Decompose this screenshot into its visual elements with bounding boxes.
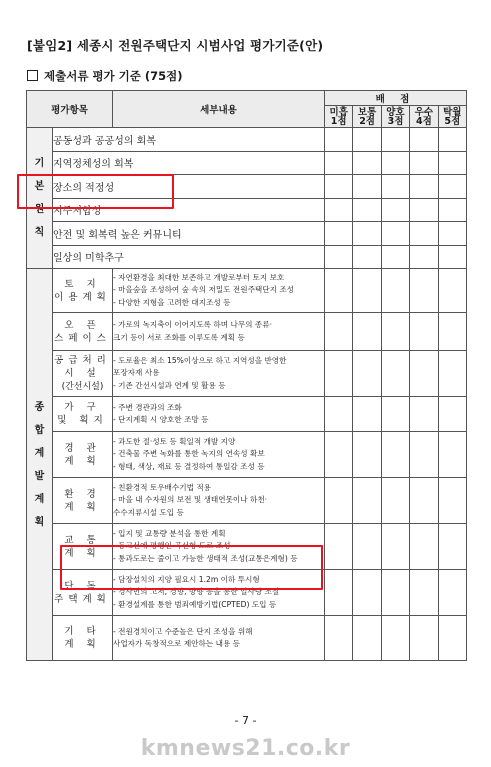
header-detail: 세부내용 xyxy=(113,91,325,128)
score-cell[interactable] xyxy=(438,222,466,246)
detail-cell: - 과도한 절·성토 등 획일적 개발 지양 - 건축물 주변 녹화를 통한 녹지의 연속성 확보 - 형태, 색상, 재료 등 결정하여 통일감 조성 등 xyxy=(113,432,325,478)
table-row xyxy=(27,432,467,478)
detail-cell: - 가로의 녹지축이 이어지도록 하며 나무의 종류· 크기 등이 서로 조화를 이루도록 계획 등 xyxy=(113,313,325,351)
header-score: 배 점 xyxy=(325,91,467,106)
header-score-level: 탁월 5점 xyxy=(438,106,466,128)
page-number: - 7 - xyxy=(234,714,257,727)
score-cell[interactable] xyxy=(325,478,353,524)
basic-item: 장소의 적정성 xyxy=(53,175,325,199)
score-cell[interactable] xyxy=(438,397,466,432)
score-cell[interactable] xyxy=(353,616,381,661)
table-row xyxy=(27,269,467,313)
score-cell[interactable] xyxy=(438,198,466,222)
score-cell[interactable] xyxy=(353,524,381,570)
score-cell[interactable] xyxy=(438,570,466,616)
sub-item-block-lot: 가 구 및 획지 xyxy=(53,397,113,432)
basic-item: 안전 및 회복력 높은 커뮤니티 xyxy=(53,222,325,246)
score-cell[interactable] xyxy=(410,397,438,432)
score-cell[interactable] xyxy=(353,175,381,199)
basic-item: 지주저합성 xyxy=(53,198,325,222)
detail-cell: - 자연환경을 최대한 보존하고 개발로부터 토지 보호 - 마을숲을 조성하여 숲 속의 저밀도 전원주택단지 조성 - 다양한 지형을 고려한 대지조성 등 xyxy=(113,269,325,313)
header-score-level: 미흡 1점 xyxy=(325,106,353,128)
score-cell[interactable] xyxy=(353,198,381,222)
score-cell[interactable] xyxy=(410,570,438,616)
score-cell[interactable] xyxy=(410,128,438,152)
basic-item: 지역정체성의 회복 xyxy=(53,151,325,175)
table-row xyxy=(27,245,467,269)
score-cell[interactable] xyxy=(381,222,409,246)
sub-item-housing-plan: 단 독 주택계획 xyxy=(53,570,113,616)
table-row xyxy=(27,616,467,661)
checkbox-square-icon xyxy=(27,70,38,81)
header-score-level: 양호 3점 xyxy=(381,106,409,128)
score-cell[interactable] xyxy=(325,397,353,432)
score-cell[interactable] xyxy=(325,151,353,175)
sub-item-supply-facilities: 공급처리 시 설 (간선시설) xyxy=(53,351,113,397)
score-cell[interactable] xyxy=(353,351,381,397)
score-cell[interactable] xyxy=(410,175,438,199)
sub-item-landscape-plan: 경 관 계 획 xyxy=(53,432,113,478)
document-title: [붙임2] 세종시 전원주택단지 시범사업 평가기준(안) xyxy=(27,38,324,53)
detail-cell: - 담장설치의 지양 필요시 1.2m 이하 투시형 - 경사면의 고저, 경향, 방향 등을 통한 일사량 조절 - 환경설계를 통한 범죄예방기법(CPTED) 도입 등 xyxy=(113,570,325,616)
sub-item-environment-plan: 환 경 계 획 xyxy=(53,478,113,524)
score-cell[interactable] xyxy=(438,175,466,199)
highlight-box-site-suitability xyxy=(17,174,174,209)
section-title-text: 제출서류 평가 기준 (75점) xyxy=(44,69,183,83)
score-cell[interactable] xyxy=(438,478,466,524)
score-cell[interactable] xyxy=(325,245,353,269)
score-cell[interactable] xyxy=(325,269,353,313)
score-cell[interactable] xyxy=(353,570,381,616)
score-cell[interactable] xyxy=(410,616,438,661)
score-cell[interactable] xyxy=(410,524,438,570)
table-row xyxy=(27,478,467,524)
score-cell[interactable] xyxy=(325,198,353,222)
sub-item-other-plan: 기 타 계 획 xyxy=(53,616,113,661)
score-cell[interactable] xyxy=(353,151,381,175)
detail-cell: - 입지 및 교통량 분석을 통한 계획 - 등고선에 평행인 곡선형 도로 조성 - 통과도로는 줄이고 가능한 생태적 조성(교통은계형) 등 xyxy=(113,524,325,570)
score-cell[interactable] xyxy=(438,313,466,351)
score-cell[interactable] xyxy=(381,198,409,222)
score-cell[interactable] xyxy=(325,524,353,570)
sub-item-land-use: 토 지 이용계획 xyxy=(53,269,113,313)
section-title xyxy=(27,68,183,84)
score-cell[interactable] xyxy=(381,151,409,175)
highlight-box-traffic-plan xyxy=(60,545,323,590)
header-score-level: 우수 4점 xyxy=(410,106,438,128)
score-cell[interactable] xyxy=(325,616,353,661)
score-cell[interactable] xyxy=(410,351,438,397)
score-cell[interactable] xyxy=(381,478,409,524)
score-cell[interactable] xyxy=(353,432,381,478)
score-cell[interactable] xyxy=(438,351,466,397)
header-score-level: 보통 2점 xyxy=(353,106,381,128)
score-cell[interactable] xyxy=(410,222,438,246)
score-cell[interactable] xyxy=(438,269,466,313)
score-cell[interactable] xyxy=(438,432,466,478)
score-cell[interactable] xyxy=(353,397,381,432)
score-cell[interactable] xyxy=(325,570,353,616)
table-row xyxy=(27,313,467,351)
score-cell[interactable] xyxy=(381,570,409,616)
score-cell[interactable] xyxy=(353,245,381,269)
score-cell[interactable] xyxy=(353,269,381,313)
score-cell[interactable] xyxy=(381,313,409,351)
score-cell[interactable] xyxy=(325,432,353,478)
score-cell[interactable] xyxy=(353,128,381,152)
score-cell[interactable] xyxy=(325,351,353,397)
score-cell[interactable] xyxy=(410,198,438,222)
sub-item-traffic-plan: 교 통 계 획 xyxy=(53,524,113,570)
score-cell[interactable] xyxy=(410,313,438,351)
detail-cell: - 친환경적 토우배수기법 적용 - 마을 내 수자원의 보전 및 생태연못이나 하천· 수수지류시설 도입 등 xyxy=(113,478,325,524)
score-cell[interactable] xyxy=(438,245,466,269)
score-cell[interactable] xyxy=(410,432,438,478)
score-cell[interactable] xyxy=(438,524,466,570)
score-cell[interactable] xyxy=(410,269,438,313)
score-cell[interactable] xyxy=(381,269,409,313)
detail-cell: - 주변 경관과의 조화 - 단지계획 시 양호한 조망 등 xyxy=(113,397,325,432)
sub-item-open-space: 오 픈 스페이스 xyxy=(53,313,113,351)
table-row xyxy=(27,128,467,152)
table-row xyxy=(27,222,467,246)
detail-cell: - 도로율은 최소 15%이상으로 하고 지역성을 반영한 포장자재 사용 - 기존 간선시설과 연계 및 활용 등 xyxy=(113,351,325,397)
score-cell[interactable] xyxy=(410,245,438,269)
score-cell[interactable] xyxy=(438,151,466,175)
category-comprehensive-plan: 종 합 계 발 계 획 xyxy=(27,269,53,661)
score-cell[interactable] xyxy=(353,222,381,246)
score-cell[interactable] xyxy=(353,478,381,524)
score-cell[interactable] xyxy=(381,397,409,432)
score-cell[interactable] xyxy=(410,478,438,524)
table-row xyxy=(27,151,467,175)
score-cell[interactable] xyxy=(381,432,409,478)
score-cell[interactable] xyxy=(325,128,353,152)
table-row xyxy=(27,397,467,432)
detail-cell: - 전원경치이고 수준높은 단지 조성을 위해 사업자가 독창적으로 제안하는 내용 등 xyxy=(113,616,325,661)
score-cell[interactable] xyxy=(381,128,409,152)
score-cell[interactable] xyxy=(381,616,409,661)
header-evaluation-item: 평가항목 xyxy=(27,91,113,128)
score-cell[interactable] xyxy=(325,313,353,351)
score-cell[interactable] xyxy=(381,175,409,199)
category-basic-principles: 기 본 원 칙 xyxy=(27,128,53,269)
watermark: kmnews21.co.kr xyxy=(140,736,351,761)
table-row xyxy=(27,351,467,397)
score-cell[interactable] xyxy=(325,175,353,199)
score-cell[interactable] xyxy=(410,151,438,175)
score-cell[interactable] xyxy=(381,245,409,269)
score-cell[interactable] xyxy=(353,313,381,351)
score-cell[interactable] xyxy=(381,351,409,397)
basic-item: 일상의 미학추구 xyxy=(53,245,325,269)
score-cell[interactable] xyxy=(438,128,466,152)
basic-item: 공동성과 공공성의 회복 xyxy=(53,128,325,152)
score-cell[interactable] xyxy=(381,524,409,570)
score-cell[interactable] xyxy=(438,616,466,661)
score-cell[interactable] xyxy=(325,222,353,246)
